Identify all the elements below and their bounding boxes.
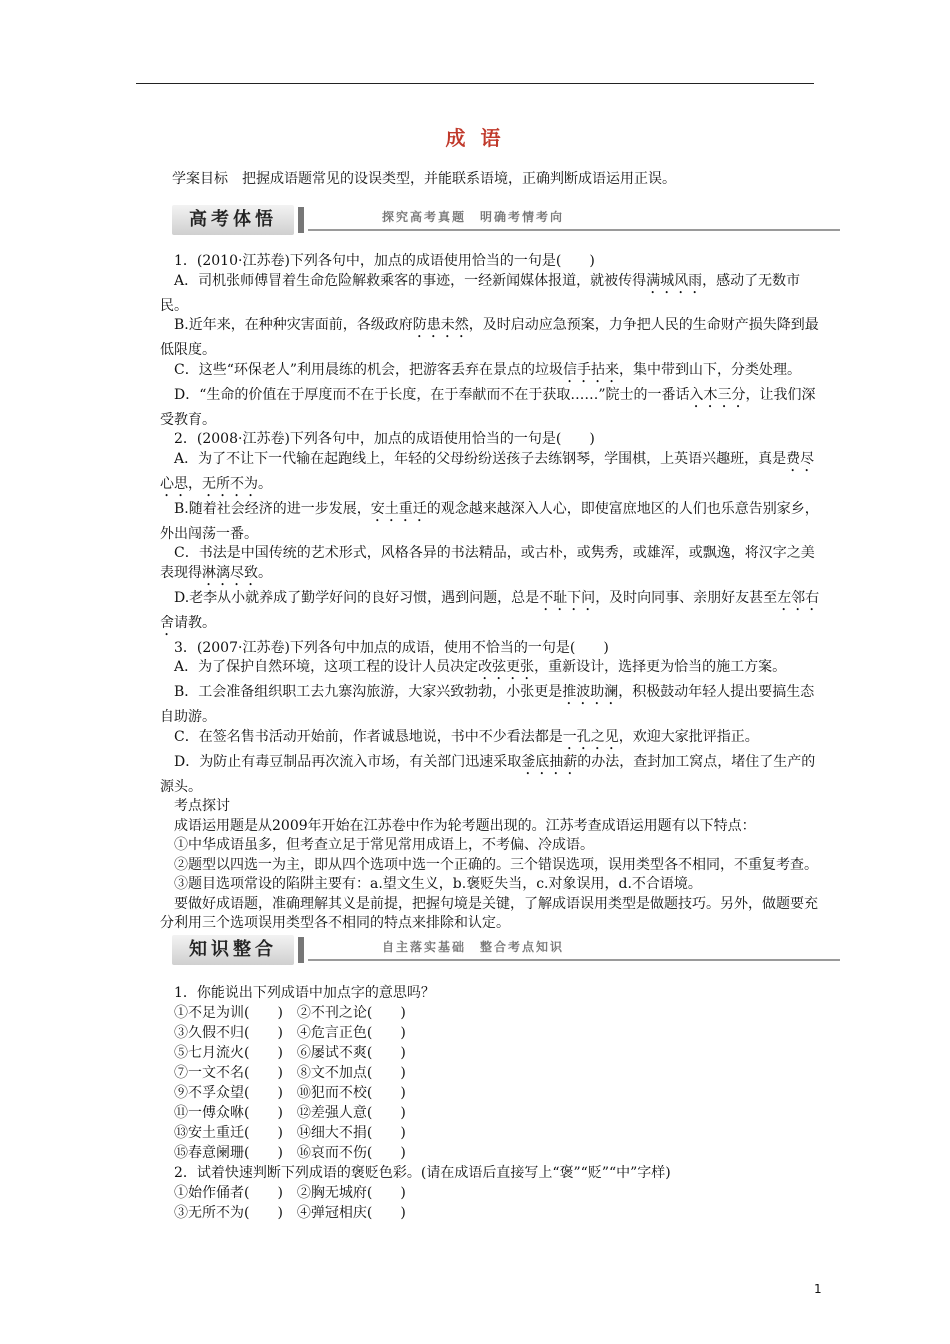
option-text: D.老李从小就养成了勤学好问的良好习惯，遇到问题，总是不耻下问，及时向同事、亲朋好友甚至左邻右舍请教。 [160,589,820,631]
option-text: C．书法是中国传统的艺术形式，风格各异的书法精品，或古朴，或隽秀，或雄浑，或飘逸，将汉字之美表现得淋漓尽致。 [160,545,815,581]
question-stem: 1．(2010·江苏卷)下列各句中，加点的成语使用恰当的一句是( ) [174,253,595,269]
option-text: D．为防止有毒豆制品再次流入市场，有关部门迅速采取釜底抽薪的办法，查封加工窝点，堵住了生产的源头。 [160,753,816,795]
analysis-conclusion: 要做好成语题，准确理解其义是前提，把握句境是关键，了解成语误用类型是做题技巧。另外，做题要充分利用三个选项误用类型各不相同的特点来排除和认定。 [160,895,818,931]
option-text: B.近年来，在种种灾害面前，各级政府防患未然，及时启动应急预案，力争把人民的生命财产损失降到最低限度。 [160,317,819,358]
banner-badge: 高考体悟 [172,205,294,235]
analysis-intro: 成语运用题是从2009年开始在江苏卷中作为轮考题出现的。江苏考查成语运用题有以下特点： [174,817,756,834]
idiom-row: ③久假不归( ) ④危言正色( ) [174,1025,406,1041]
idiom-row: ⑦一文不名( ) ⑧文不加点( ) [174,1065,406,1081]
gaokao-section [160,252,820,934]
page-title: 成 语 [445,126,505,150]
option-text: D．“生命的价值在于厚度而不在于长度，在于奉献而不在于获取……”院士的一番话入木三分，让我们深受教育。 [160,386,816,428]
section-banner-gaokao [172,205,840,235]
question-stem: 3．(2007·江苏卷)下列各句中加点的成语，使用不恰当的一句是( ) [174,639,609,656]
analysis-point: ③题目选项常设的陷阱主要有：a.望文生义，b.褒贬失当，c.对象误用，d.不合语境。 [174,876,702,892]
analysis-heading: 考点探讨 [174,798,230,814]
analysis-point: ②题型以四选一为主，即从四个选项中选一个正确的。三个错误选项，误用类型各不相同，不重复考查。 [174,856,818,873]
knowledge-question: 2．试着快速判断下列成语的褒贬色彩。(请在成语后直接写上“褒”“贬”“中”字样) [174,1165,671,1181]
idiom-row: ⑮春意阑珊( ) ⑯哀而不伤( ) [174,1145,406,1161]
option-text: A．为了保护自然环境，这项工程的设计人员决定改弦更张，重新设计，选择更为恰当的施工方案。 [174,659,787,675]
goal-text: 把握成语题常见的设误类型，并能联系语境，正确判断成语运用正误。 [242,171,676,187]
idiom-row: ⑪一傅众咻( ) ⑫差强人意( ) [174,1105,406,1121]
study-goal [172,168,676,188]
idiom-row: ①不足为训( ) ②不刊之论( ) [174,1005,406,1021]
idiom-row: ③无所不为( ) ④弹冠相庆( ) [174,1205,406,1221]
banner-subtitle: 自主落实基础 整合考点知识 [382,940,565,954]
option-text: A．为了不让下一代输在起跑线上，年轻的父母纷纷送孩子去练钢琴，学围棋，上英语兴趣班，真是费尽心思，无所不为。 [160,450,815,492]
option-text: B.随着社会经济的进一步发展，安土重迁的观念越来越深入人心，即使富庶地区的人们也乐意告别家乡，外出闯荡一番。 [160,500,819,542]
idiom-row: ⑬安土重迁( ) ⑭细大不捐( ) [174,1125,406,1141]
page-number: 1 [814,1282,822,1296]
option-text: C．这些“环保老人”利用晨练的机会，把游客丢弃在景点的垃圾信手拈来，集中带到山下，分类处理。 [174,361,802,378]
header-rule [136,83,814,84]
option-text: B．工会准备组织职工去九寨沟旅游，大家兴致勃勃，小张更是推波助澜，积极鼓动年轻人提出要搞生态自助游。 [160,684,815,725]
analysis-point: ①中华成语虽多，但考查立足于常见常用成语上，不考偏、冷成语。 [174,837,594,853]
option-text: C．在签名售书活动开始前，作者诚恳地说，书中不少看法都是一孔之见，欢迎大家批评指正。 [174,728,759,745]
banner-subtitle: 探究高考真题 明确考情考向 [382,210,565,224]
option-text: A．司机张师傅冒着生命危险解救乘客的事迹，一经新闻媒体报道，就被传得满城风雨，感动了无数市民。 [160,272,801,314]
idiom-row: ①始作俑者( ) ②胸无城府( ) [174,1185,406,1201]
idiom-row: ⑤七月流火( ) ⑥屡试不爽( ) [174,1045,406,1061]
question-stem: 2．(2008·江苏卷)下列各句中，加点的成语使用恰当的一句是( ) [174,431,595,447]
banner-badge: 知识整合 [172,935,294,965]
knowledge-section [160,983,820,1223]
section-banner-knowledge [172,935,840,965]
goal-label: 学案目标 [172,171,228,187]
knowledge-question: 1．你能说出下列成语中加点字的意思吗？ [174,985,435,1001]
idiom-row: ⑨不孚众望( ) ⑩犯而不校( ) [174,1085,406,1101]
